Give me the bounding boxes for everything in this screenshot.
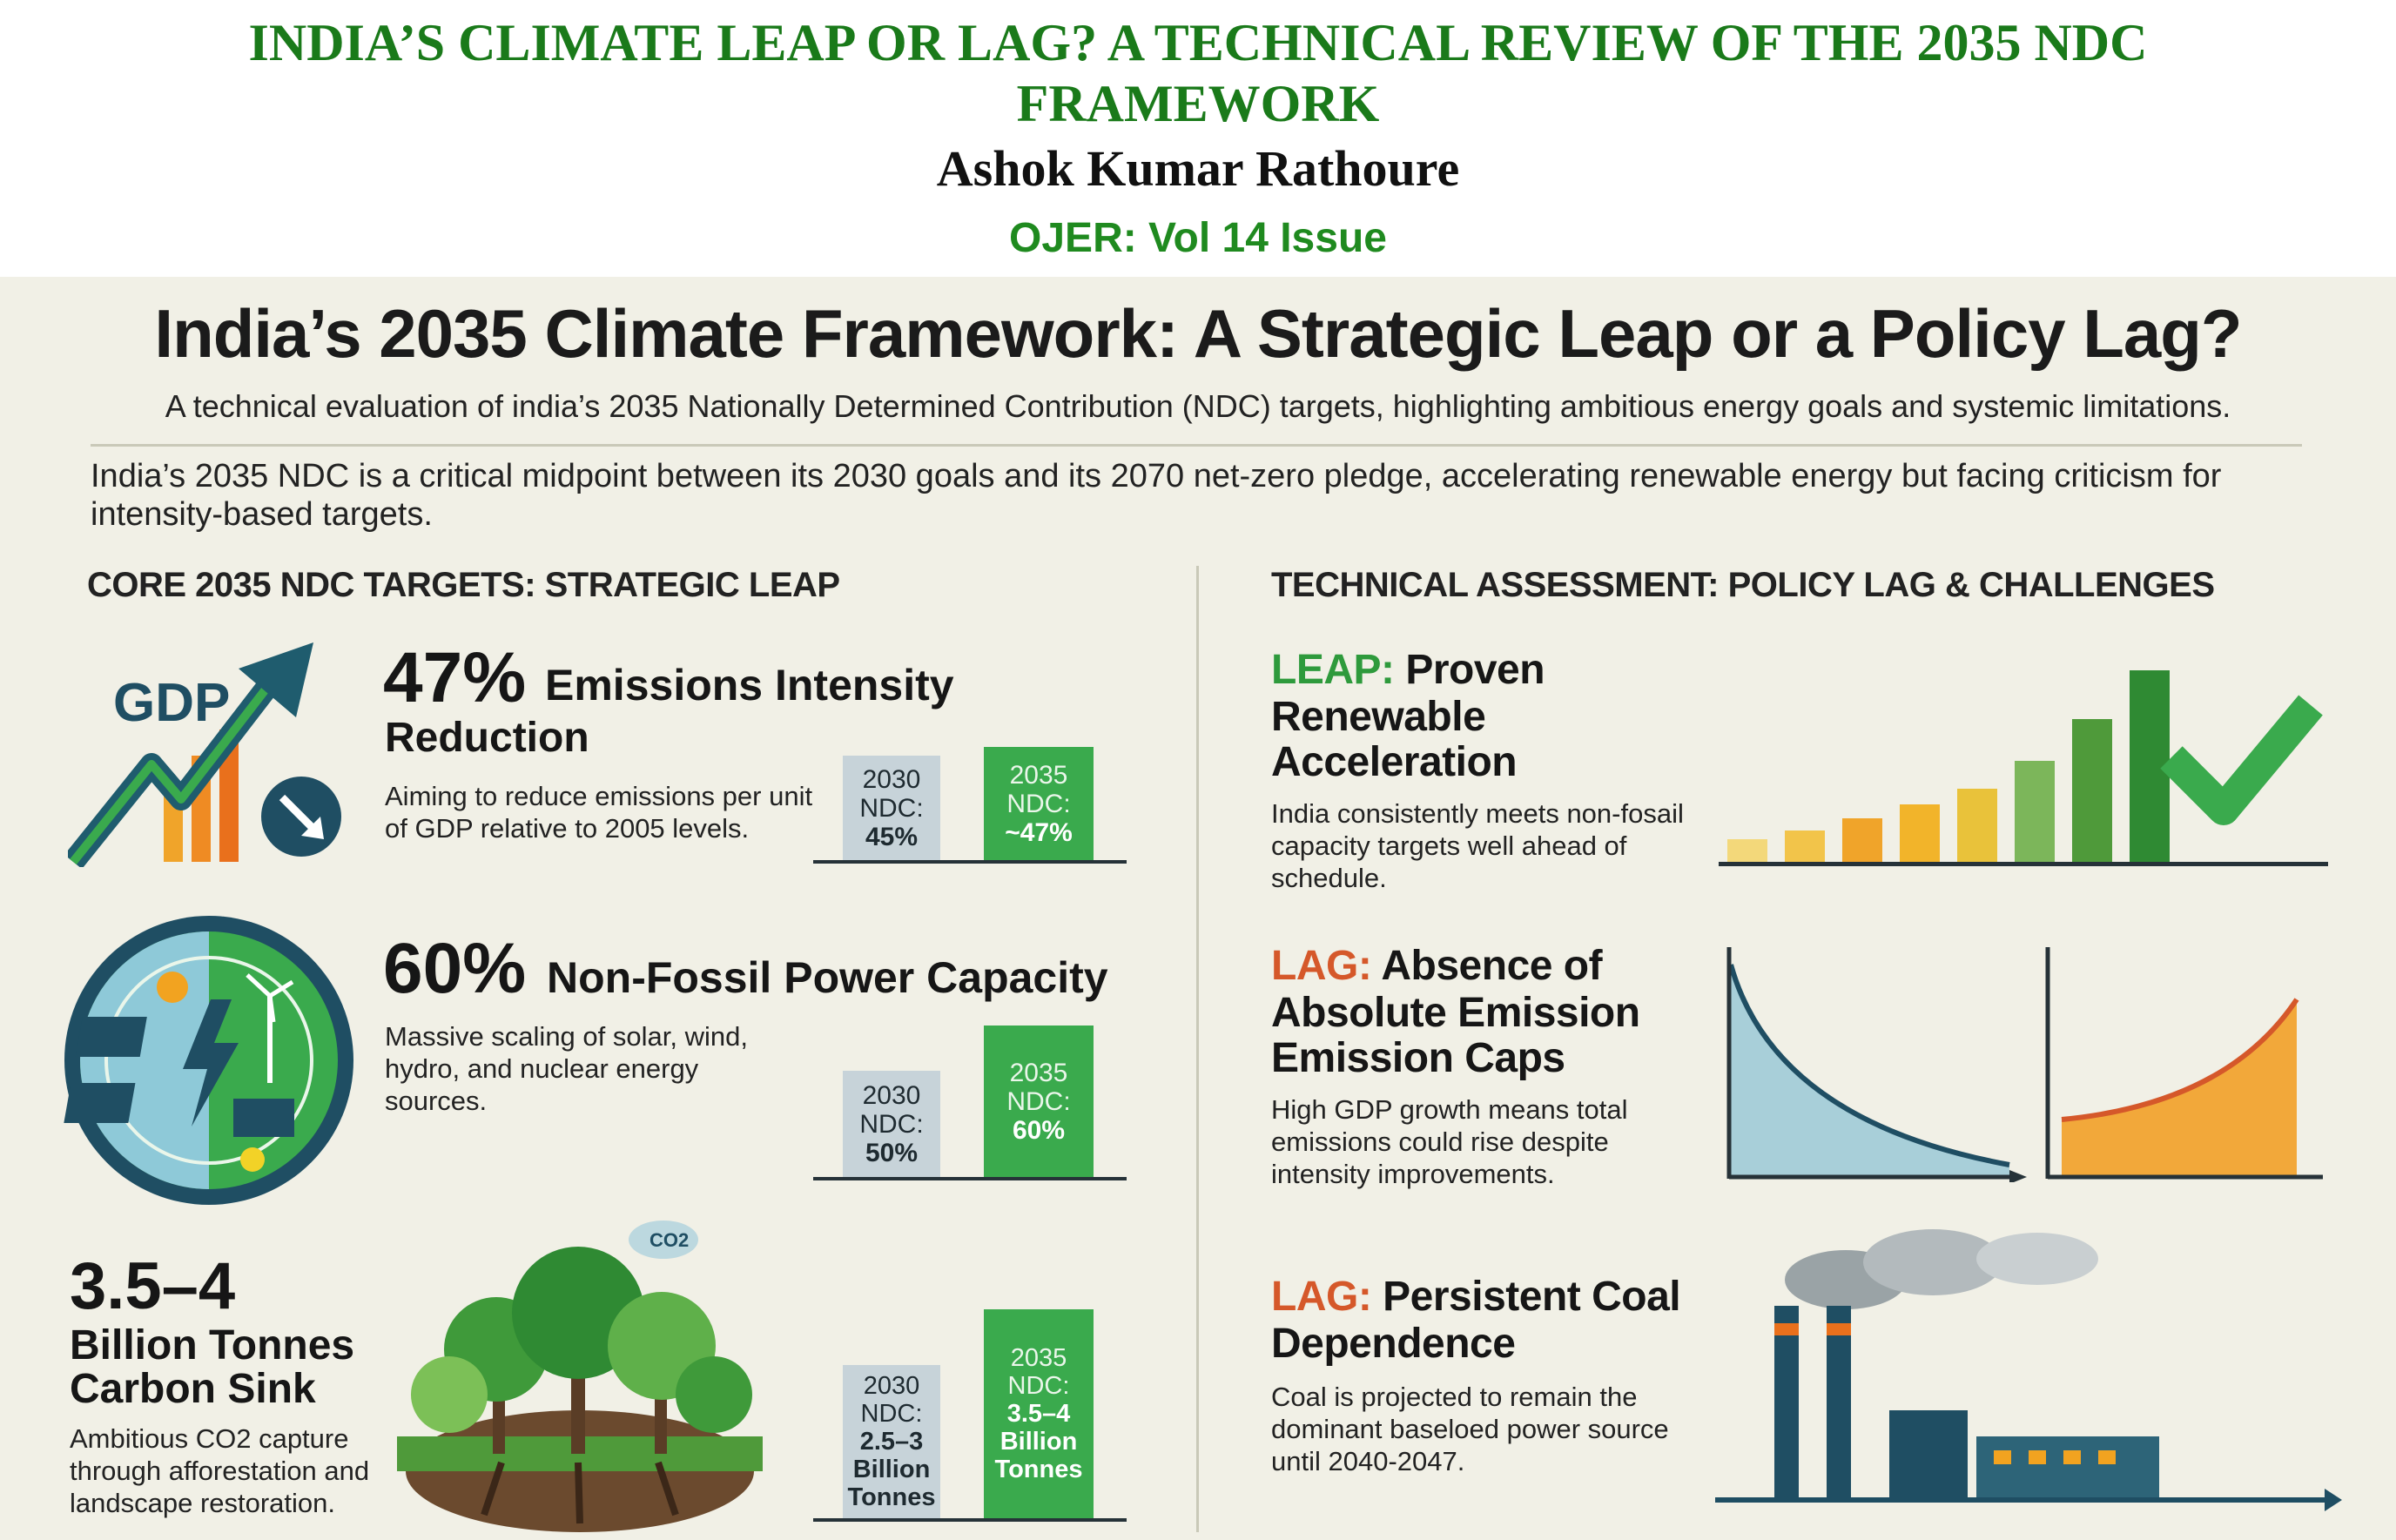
infographic-title: India’s 2035 Climate Framework: A Strategic Leap or a Policy Lag? <box>154 295 2242 372</box>
intro-text: India’s 2035 NDC is a critical midpoint between its 2030 goals and its 2070 net-zero pledge, accelerating renewable energy but facing criticism for intensity-based targets. <box>91 458 2222 533</box>
target-label-carbon-sink-line1: Billion Tonnes <box>70 1322 355 1369</box>
target-label-carbon-sink-line2: Carbon Sink <box>70 1366 316 1412</box>
assessment-tag-leap: LEAP: <box>1271 647 1395 693</box>
target-label-nonfossil: Non-Fossil Power Capacity <box>547 953 1108 1002</box>
assessment-title-coal: LAG: Persistent Coal <box>1271 1274 1681 1320</box>
bar-2030-intensity: 2030 NDC: 45% <box>843 756 940 860</box>
coal-power-plant-icon <box>1715 1227 2342 1536</box>
target-value-carbon-sink: 3.5–4 <box>70 1249 236 1323</box>
co2-cloud-label: CO2 <box>649 1229 690 1251</box>
column-divider <box>1196 566 1199 1532</box>
target-description-intensity: Aiming to reduce emissions per unit of GDP relative to 2005 levels. <box>385 781 813 844</box>
left-section-heading: CORE 2035 NDC TARGETS: STRATEGIC LEAP <box>87 566 840 604</box>
forest-carbon-sink-icon <box>397 1210 763 1536</box>
assessment-title-caps-line3: Emission Caps <box>1271 1035 1565 1081</box>
header-divider <box>91 444 2302 447</box>
target-label-intensity-line1: Emissions Intensity <box>545 661 954 709</box>
assessment-description-coal: Coal is projected to remain the dominant baseloed power source until 2040-2047. <box>1271 1382 1669 1476</box>
baseline-intensity <box>813 860 1127 864</box>
assessment-title-renewable-line2: Renewable <box>1271 694 1486 740</box>
assessment-title-caps-line2: Absolute Emission <box>1271 990 1640 1036</box>
assessment-title-renewable: LEAP: Proven <box>1271 647 1545 693</box>
assessment-title-caps: LAG: Absence of <box>1271 943 1603 989</box>
assessment-title-coal-line2: Dependence <box>1271 1321 1516 1367</box>
assessment-tag-lag-caps: LAG: <box>1271 943 1372 989</box>
right-section-heading: TECHNICAL ASSESSMENT: POLICY LAG & CHALLENGES <box>1271 566 2215 604</box>
assessment-description-caps: High GDP growth means total emissions could rise despite intensity improvements. <box>1271 1094 1628 1189</box>
target-label-intensity-line2: Reduction <box>385 715 589 761</box>
bar-2035-intensity: 2035 NDC: ~47% <box>984 747 1094 860</box>
target-description-carbon-sink: Ambitious CO2 capture through afforestation and landscape restoration. <box>70 1423 370 1518</box>
assessment-title-renewable-line3: Acceleration <box>1271 739 1518 785</box>
gdp-trend-icon <box>68 634 347 867</box>
baseline-nonfossil <box>813 1177 1127 1180</box>
bar-2030-carbon-sink: 2030 NDC: 2.5–3 Billion Tonnes <box>843 1365 940 1518</box>
paper-title: INDIA’S CLIMATE LEAP OR LAG? A TECHNICAL REVIEW OF THE 2035 NDC FRAMEWORK <box>248 14 2148 132</box>
bar-2035-carbon-sink: 2035 NDC: 3.5–4 Billion Tonnes <box>984 1309 1094 1518</box>
assessment-description-renewable: India consistently meets non-fosail capacity targets well ahead of schedule. <box>1271 798 1684 893</box>
renewable-energy-circle-icon <box>61 912 357 1208</box>
bar-2030-nonfossil: 2030 NDC: 50% <box>843 1071 940 1177</box>
baseline-carbon-sink <box>813 1518 1127 1522</box>
infographic-subtitle: A technical evaluation of india’s 2035 Nationally Determined Contribution (NDC) targets, highlighting ambitious energy goals and systemic limitations. <box>165 388 2231 424</box>
bar-2035-nonfossil: 2035 NDC: 60% <box>984 1026 1094 1177</box>
gdp-icon-label: GDP <box>113 673 231 733</box>
target-description-nonfossil: Massive scaling of solar, wind, hydro, and nuclear energy sources. <box>385 1021 748 1116</box>
paper-author: Ashok Kumar Rathoure <box>936 140 1460 197</box>
falling-vs-rising-curves-icon <box>1722 947 2332 1182</box>
rising-bars-checkmark-icon <box>1719 662 2328 871</box>
journal-citation: OJER: Vol 14 Issue <box>1009 215 1387 261</box>
target-value-intensity: 47% <box>383 638 527 717</box>
target-value-nonfossil: 60% <box>383 929 527 1008</box>
assessment-tag-lag-coal: LAG: <box>1271 1274 1372 1320</box>
